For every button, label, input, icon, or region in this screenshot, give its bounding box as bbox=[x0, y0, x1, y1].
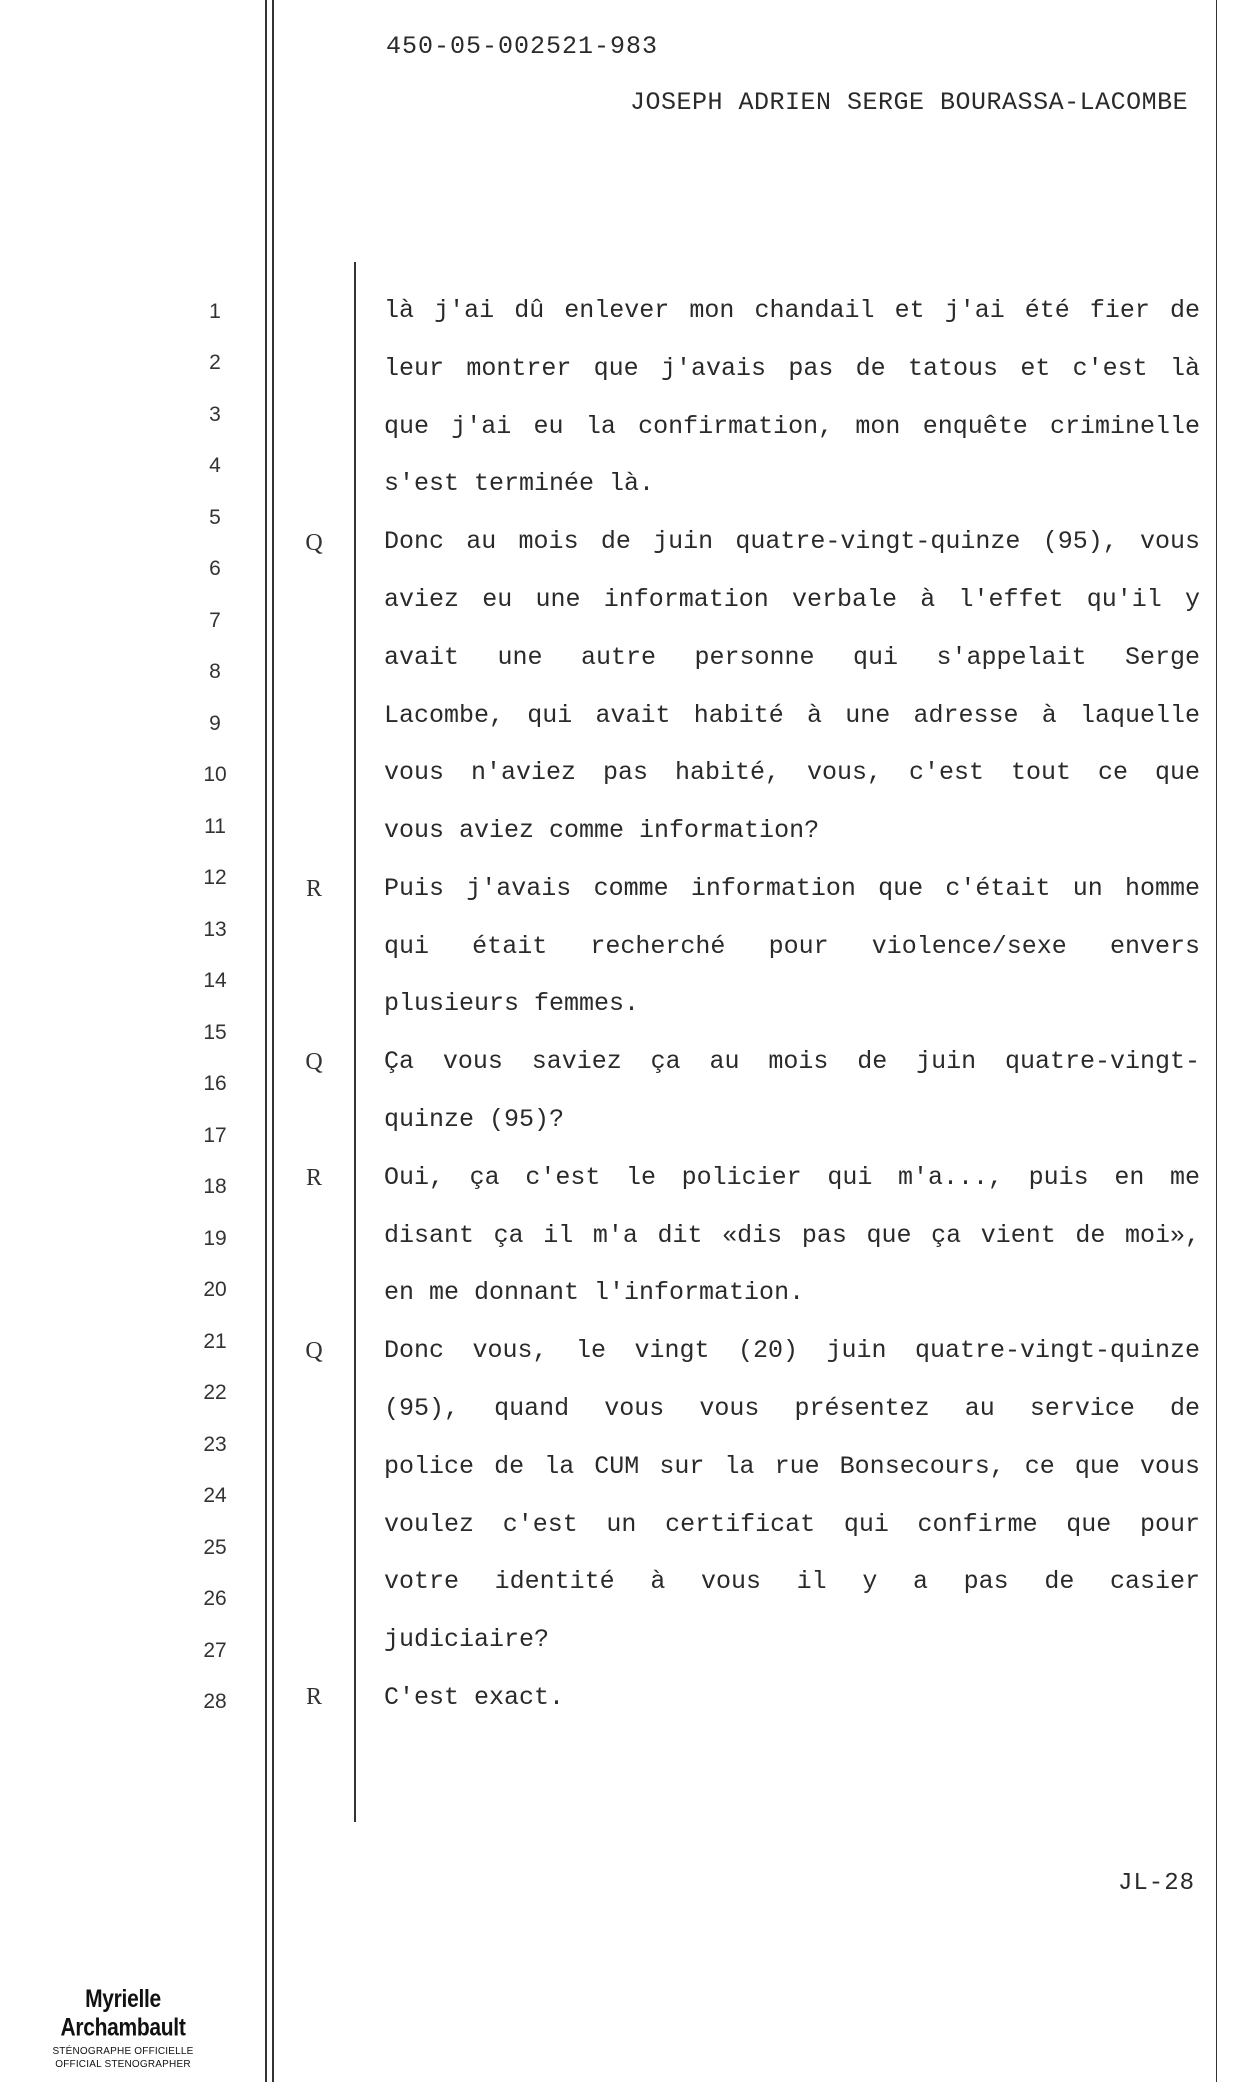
case-number: 450-05-002521-983 bbox=[386, 32, 659, 61]
line-number: 11 bbox=[204, 815, 226, 838]
line-number: 6 bbox=[209, 557, 221, 580]
line-number: 13 bbox=[203, 918, 227, 941]
line-number: 25 bbox=[203, 1536, 227, 1559]
question-marker: Q bbox=[305, 530, 323, 556]
line-number: 23 bbox=[203, 1433, 227, 1456]
transcript-line: s'est terminée là. bbox=[384, 469, 655, 498]
transcript-line: avait une autre personne qui s'appelait Serge bbox=[384, 643, 1200, 672]
line-number: 4 bbox=[209, 454, 221, 477]
transcript-line: police de la CUM sur la rue Bonsecours, ce que vous bbox=[384, 1452, 1200, 1481]
transcript-line: voulez c'est un certificat qui confirme que pour bbox=[384, 1510, 1200, 1539]
transcript-line: C'est exact. bbox=[384, 1683, 565, 1712]
transcript-line: Lacombe, qui avait habité à une adresse à laquelle bbox=[384, 701, 1200, 730]
line-number: 1 bbox=[209, 300, 221, 323]
stenographer-title-fr: STÉNOGRAPHE OFFICIELLE bbox=[52, 2046, 194, 2057]
line-number: 10 bbox=[203, 763, 227, 786]
transcript-line: judiciaire? bbox=[384, 1625, 550, 1654]
line-number: 20 bbox=[203, 1278, 227, 1301]
stenographer-title-en: OFFICIAL STENOGRAPHER bbox=[55, 2059, 191, 2070]
transcript-line: Oui, ça c'est le policier qui m'a..., puis en me bbox=[384, 1163, 1200, 1192]
line-number: 7 bbox=[209, 609, 221, 632]
transcript-line: qui était recherché pour violence/sexe envers bbox=[384, 932, 1200, 961]
answer-column-rule bbox=[354, 262, 356, 1822]
transcript-line: plusieurs femmes. bbox=[384, 989, 640, 1018]
line-number: 5 bbox=[209, 506, 221, 529]
line-number: 18 bbox=[203, 1175, 227, 1198]
line-number: 21 bbox=[203, 1330, 227, 1353]
line-number: 3 bbox=[209, 403, 221, 426]
transcript-line: quinze (95)? bbox=[384, 1105, 565, 1134]
left-margin-rule-outer bbox=[265, 0, 267, 2082]
transcript-line: Puis j'avais comme information que c'était un homme bbox=[384, 874, 1200, 903]
transcript-line: là j'ai dû enlever mon chandail et j'ai été fier de bbox=[384, 296, 1200, 325]
line-number: 28 bbox=[203, 1690, 227, 1713]
line-number: 8 bbox=[209, 660, 221, 683]
line-number: 16 bbox=[203, 1072, 227, 1095]
transcript-line: Donc vous, le vingt (20) juin quatre-vingt-quinze bbox=[384, 1336, 1200, 1365]
line-number: 24 bbox=[203, 1484, 227, 1507]
line-number: 22 bbox=[203, 1381, 227, 1404]
transcript-line: aviez eu une information verbale à l'effet qu'il y bbox=[384, 585, 1200, 614]
transcript-line: leur montrer que j'avais pas de tatous et c'est là bbox=[384, 354, 1200, 383]
line-number: 2 bbox=[209, 351, 221, 374]
witness-name: JOSEPH ADRIEN SERGE BOURASSA-LACOMBE bbox=[630, 88, 1189, 117]
right-margin-rule bbox=[1216, 0, 1217, 2082]
question-marker: Q bbox=[305, 1338, 323, 1364]
transcript-line: Ça vous saviez ça au mois de juin quatre-vingt- bbox=[384, 1047, 1200, 1076]
line-number: 9 bbox=[209, 712, 221, 735]
line-number: 15 bbox=[203, 1021, 227, 1044]
transcript-line: vous aviez comme information? bbox=[384, 816, 820, 845]
transcript-line: vous n'aviez pas habité, vous, c'est tout ce que bbox=[384, 758, 1200, 787]
stenographer-name: Myrielle Archambault bbox=[60, 1985, 186, 2042]
line-number: 19 bbox=[203, 1227, 227, 1250]
transcript-line: que j'ai eu la confirmation, mon enquête criminelle bbox=[384, 412, 1200, 441]
answer-marker: R bbox=[305, 876, 322, 902]
page-label: JL-28 bbox=[1118, 1870, 1196, 1897]
line-number: 27 bbox=[203, 1639, 227, 1662]
transcript-line: votre identité à vous il y a pas de casier bbox=[384, 1567, 1200, 1596]
line-number: 14 bbox=[203, 969, 227, 992]
line-number: 12 bbox=[203, 866, 227, 889]
transcript-line: en me donnant l'information. bbox=[384, 1278, 805, 1307]
answer-marker: R bbox=[305, 1684, 322, 1710]
line-number: 26 bbox=[203, 1587, 227, 1610]
transcript-line: Donc au mois de juin quatre-vingt-quinze (95), vous bbox=[384, 527, 1200, 556]
question-marker: Q bbox=[305, 1049, 323, 1075]
answer-marker: R bbox=[305, 1165, 322, 1191]
transcript-line: (95), quand vous vous présentez au service de bbox=[384, 1394, 1200, 1423]
line-number: 17 bbox=[203, 1124, 227, 1147]
stenographer-stamp bbox=[38, 1985, 208, 2070]
transcript-line: disant ça il m'a dit «dis pas que ça vient de moi», bbox=[384, 1221, 1200, 1250]
left-margin-rule-inner bbox=[272, 0, 274, 2082]
